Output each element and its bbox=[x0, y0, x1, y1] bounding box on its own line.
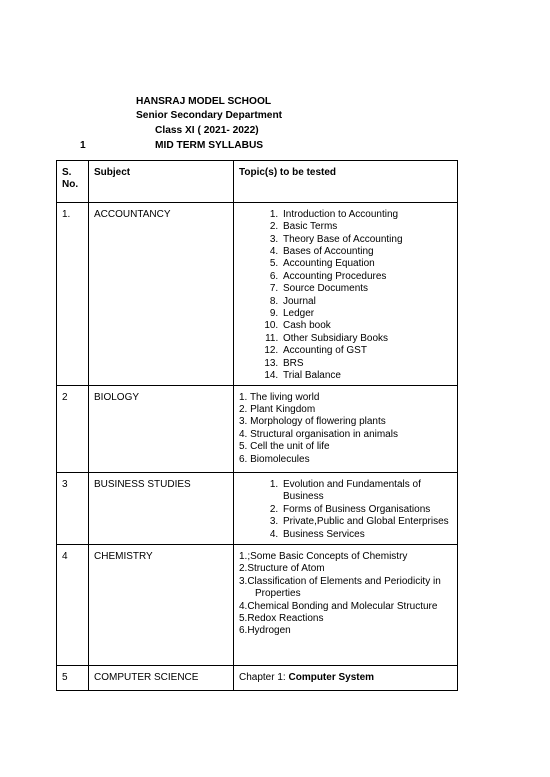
topic-item: 4. Structural organisation in animals bbox=[239, 428, 398, 440]
topic-item: 2. Plant Kingdom bbox=[239, 403, 316, 415]
topic-item: 2. Forms of Business Organisations bbox=[281, 504, 452, 516]
row-topics bbox=[234, 472, 458, 544]
topic-item: 6. Biomolecules bbox=[239, 453, 310, 465]
row-subject: ACCOUNTANCY bbox=[89, 202, 234, 385]
topic-item: 2.Structure of Atom bbox=[239, 563, 325, 575]
topic-item: 1. Introduction to Accounting bbox=[281, 209, 452, 221]
row-sno: 5 bbox=[57, 665, 89, 690]
topic-item: 3.Classification of Elements and Periodicity in bbox=[239, 575, 441, 587]
topic-item: 9. Ledger bbox=[281, 308, 452, 320]
topic-item: 6.Hydrogen bbox=[239, 625, 291, 637]
topic-item: 5.Redox Reactions bbox=[239, 613, 324, 624]
table-row bbox=[57, 202, 458, 385]
header-number: 1 bbox=[80, 140, 86, 151]
topic-item: 1. The living world bbox=[239, 391, 320, 403]
row-topics bbox=[234, 202, 458, 385]
topic-item: 5. Cell the unit of life bbox=[239, 441, 330, 453]
topic-item: 3. Theory Base of Accounting bbox=[281, 234, 452, 246]
table-row bbox=[57, 385, 458, 472]
topic-item: 10. Cash book bbox=[281, 320, 452, 332]
row-sno: 4 bbox=[57, 544, 89, 665]
row-topics bbox=[234, 385, 458, 472]
table-row bbox=[57, 472, 458, 544]
header-school: HANSRAJ MODEL SCHOOL bbox=[136, 96, 272, 107]
table-row bbox=[57, 665, 458, 690]
topic-item: 2. Basic Terms bbox=[281, 221, 452, 233]
topic-item: 3. Private,Public and Global Enterprises bbox=[281, 516, 452, 528]
header-class: Class XI ( 2021- 2022) bbox=[155, 125, 259, 136]
topic-list bbox=[239, 479, 452, 541]
header-department: Senior Secondary Department bbox=[136, 110, 283, 121]
topic-item: 8. Journal bbox=[281, 296, 452, 308]
row-topics bbox=[234, 544, 458, 665]
topic-item: 5. Accounting Equation bbox=[281, 258, 452, 270]
topic-item: 11. Other Subsidiary Books bbox=[281, 333, 452, 345]
row-sno: 3 bbox=[57, 472, 89, 544]
row-subject: CHEMISTRY bbox=[89, 544, 234, 665]
syllabus-table bbox=[56, 160, 458, 691]
header-topics: Topic(s) to be tested bbox=[234, 161, 458, 203]
header-subject: Subject bbox=[89, 161, 234, 203]
topic-item: 4.Chemical Bonding and Molecular Structure bbox=[239, 600, 438, 612]
topic-list bbox=[239, 209, 452, 383]
header-sno: S. No. bbox=[57, 161, 89, 203]
header-title: MID TERM SYLLABUS bbox=[155, 140, 264, 151]
row-subject: BIOLOGY bbox=[89, 385, 234, 472]
row-sno: 2 bbox=[57, 385, 89, 472]
topic-item: 1. Evolution and Fundamentals of Business bbox=[281, 479, 452, 504]
topic-item: 12. Accounting of GST bbox=[281, 345, 452, 357]
topic-item: 3. Morphology of flowering plants bbox=[239, 416, 386, 428]
topic-item: 4. Bases of Accounting bbox=[281, 246, 452, 258]
row-sno: 1. bbox=[57, 202, 89, 385]
topic-item: 6. Accounting Procedures bbox=[281, 271, 452, 283]
topic-item: 4. Business Services bbox=[281, 529, 452, 541]
row-topics bbox=[234, 665, 458, 690]
table-header-row bbox=[57, 161, 458, 203]
topic-item-continuation: Properties bbox=[255, 588, 301, 600]
topic-item: 14. Trial Balance bbox=[281, 370, 452, 382]
row-subject: COMPUTER SCIENCE bbox=[89, 665, 234, 690]
topic-item: 7. Source Documents bbox=[281, 283, 452, 295]
topic-bold: Computer System bbox=[288, 671, 375, 683]
row-subject: BUSINESS STUDIES bbox=[89, 472, 234, 544]
topic-item: 1.;Some Basic Concepts of Chemistry bbox=[239, 550, 408, 562]
topic-item: 13. BRS bbox=[281, 358, 452, 370]
topic-prefix: Chapter 1: bbox=[239, 671, 289, 683]
table-row bbox=[57, 544, 458, 665]
